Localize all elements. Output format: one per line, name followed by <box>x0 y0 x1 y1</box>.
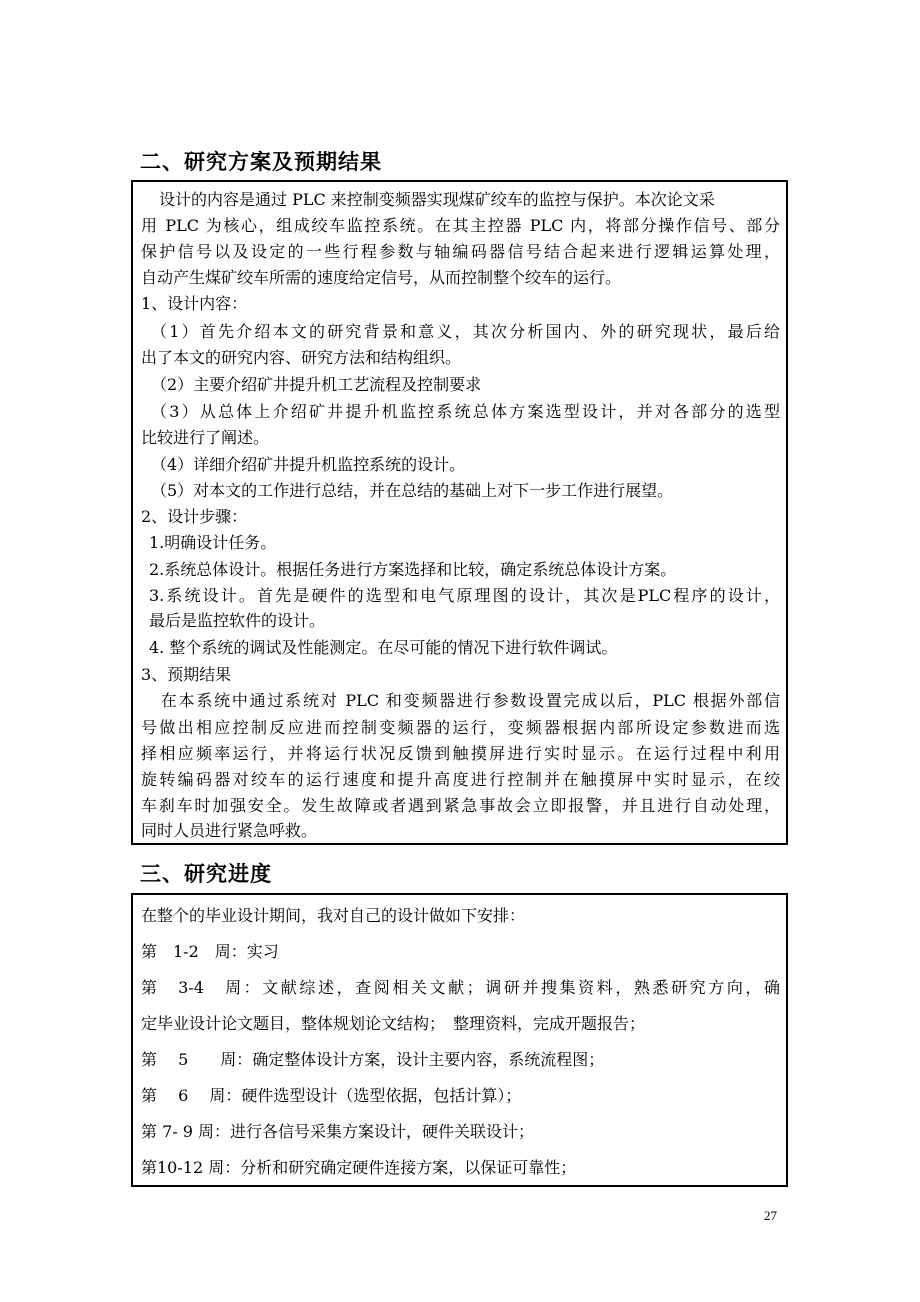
schedule-line: 第 7- 9 周：进行各信号采集方案设计，硬件关联设计； <box>141 1122 535 1141</box>
text-line: （1）首先介绍本文的研究背景和意义，其次分析国内、外的研究现状，最后给 <box>151 322 780 341</box>
text-line: 自动产生煤矿绞车所需的速度给定信号，从而控制整个绞车的运行。 <box>141 268 622 287</box>
text-line: 旋转编码器对绞车的运行速度和提升高度进行控制并在触摸屏中实时显示，在绞 <box>141 770 780 789</box>
text-line: （3）从总体上介绍矿井提升机监控系统总体方案选型设计，并对各部分的选型 <box>151 402 780 421</box>
text-line: （4）详细介绍矿井提升机监控系统的设计。 <box>151 455 466 474</box>
text-line: 设计的内容是通过 PLC 来控制变频器实现煤矿绞车的监控与保护。本次论文采 <box>143 190 715 209</box>
text-line: 2、设计步骤： <box>141 507 248 526</box>
text-line: 在本系统中通过系统对 PLC 和变频器进行参数设置完成以后，PLC 根据外部信 <box>143 691 780 710</box>
text-line: 4. 整个系统的调试及性能测定。在尽可能的情况下进行软件调试。 <box>149 638 618 657</box>
schedule-box <box>131 893 788 1187</box>
text-line: 1.明确设计任务。 <box>149 533 277 552</box>
schedule-line: 第 1-2 周：实习 <box>141 942 279 961</box>
text-line: 车刹车时加强安全。发生故障或者遇到紧急事故会立即报警，并且进行自动处理， <box>141 796 780 815</box>
text-line: 1、设计内容： <box>141 294 248 313</box>
research-plan-box <box>131 180 788 845</box>
text-line: （5）对本文的工作进行总结，并在总结的基础上对下一步工作进行展望。 <box>151 481 674 500</box>
text-line: 比较进行了阐述。 <box>141 428 270 447</box>
schedule-line: 第 5 周：确定整体设计方案，设计主要内容，系统流程图； <box>141 1050 605 1069</box>
text-line: 出了本文的研究内容、研究方法和结构组织。 <box>141 348 462 367</box>
text-line: 用 PLC 为核心，组成绞车监控系统。在其主控器 PLC 内，将部分操作信号、部分 <box>141 216 780 235</box>
section-2-heading: 二、研究方案及预期结果 <box>140 150 382 174</box>
text-line: 同时人员进行紧急呼救。 <box>141 821 318 840</box>
text-line: 3.系统设计。首先是硬件的选型和电气原理图的设计，其次是PLC程序的设计， <box>149 586 780 605</box>
text-line: 号做出相应控制反应进而控制变频器的运行，变频器根据内部所设定参数进而选 <box>141 718 780 737</box>
page-number: 27 <box>764 1208 777 1223</box>
text-line: （2）主要介绍矿井提升机工艺流程及控制要求 <box>151 375 482 394</box>
schedule-line: 在整个的毕业设计期间，我对自己的设计做如下安排： <box>141 906 526 925</box>
schedule-line: 第 6 周：硬件选型设计（选型依据，包括计算）； <box>141 1086 522 1105</box>
schedule-line: 定毕业设计论文题目，整体规划论文结构； 整理资料，完成开题报告； <box>141 1014 646 1033</box>
text-line: 3、预期结果 <box>141 665 232 684</box>
section-3-heading: 三、研究进度 <box>140 862 272 886</box>
text-line: 择相应频率运行，并将运行状况反馈到触摸屏进行实时显示。在运行过程中利用 <box>141 744 780 763</box>
schedule-line: 第10-12 周：分析和研究确定硬件连接方案，以保证可靠性； <box>141 1158 577 1177</box>
text-line: 保护信号以及设定的一些行程参数与轴编码器信号结合起来进行逻辑运算处理， <box>141 242 780 261</box>
schedule-line: 第 3-4 周：文献综述，查阅相关文献；调研并搜集资料，熟悉研究方向，确 <box>141 978 780 997</box>
text-line: 最后是监控软件的设计。 <box>149 611 326 630</box>
text-line: 2.系统总体设计。根据任务进行方案选择和比较，确定系统总体设计方案。 <box>149 560 677 579</box>
